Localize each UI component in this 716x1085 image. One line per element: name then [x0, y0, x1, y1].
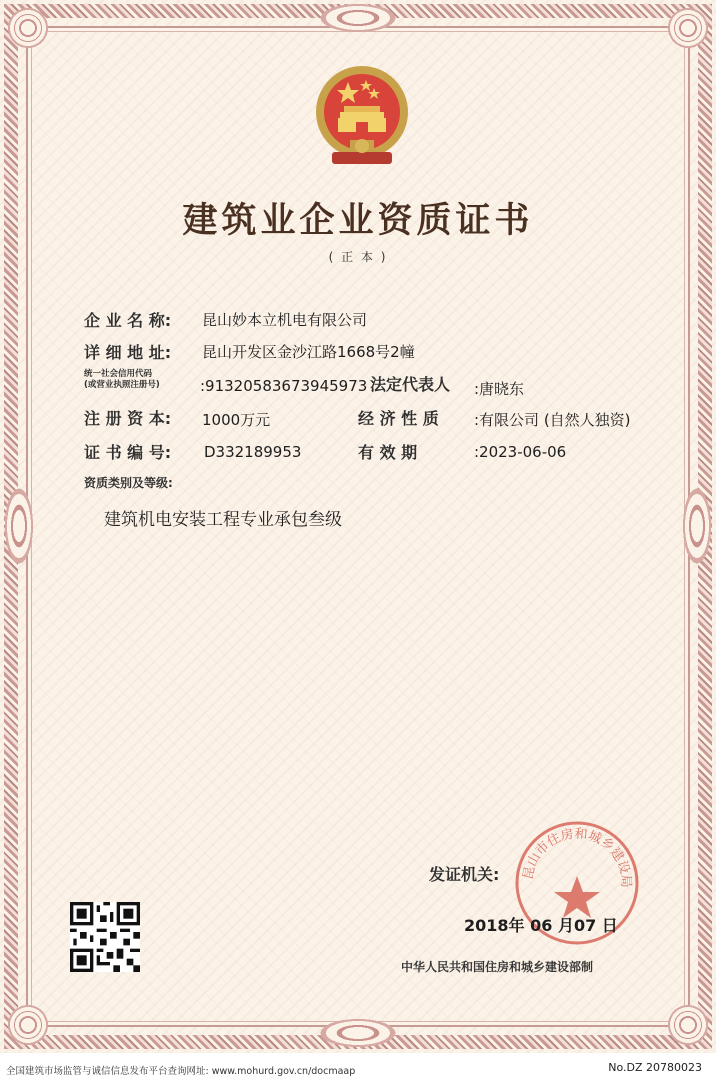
issuer-label: 发证机关:	[429, 865, 500, 884]
credit-code-value: :91320583673945973	[200, 377, 368, 395]
corner-ornament-icon	[6, 6, 50, 50]
corner-ornament-icon	[6, 1003, 50, 1047]
economic-nature-label: 经 济 性 质	[358, 409, 439, 428]
company-name-value: 昆山妙本立机电有限公司	[202, 311, 368, 329]
serial-number: No.DZ 20780023	[608, 1061, 702, 1074]
national-emblem-icon	[310, 62, 414, 170]
bottom-ornament-icon	[318, 1018, 398, 1048]
credit-code-label-line1: 统一社会信用代码	[84, 369, 153, 379]
query-url-text[interactable]: 全国建筑市场监管与诚信信息发布平台查询网址: www.mohurd.gov.cn/docmaap	[6, 1066, 356, 1077]
top-ornament-icon	[318, 3, 398, 33]
economic-nature-value: :有限公司 (自然人独资)	[474, 411, 631, 429]
qualification-value: 建筑机电安装工程专业承包叁级	[104, 510, 342, 530]
cert-number-value: D332189953	[204, 443, 302, 461]
certificate-subtitle: ( 正 本 )	[328, 250, 388, 264]
cert-number-label: 证 书 编 号:	[84, 443, 172, 462]
address-value: 昆山开发区金沙江路1668号2幢	[202, 343, 415, 361]
credit-code-label	[84, 369, 160, 391]
certificate-title: 建筑业企业资质证书	[182, 200, 534, 241]
company-name-label: 企 业 名 称:	[84, 311, 172, 330]
legal-rep-value: :唐晓东	[474, 380, 525, 398]
side-ornament-icon	[4, 486, 34, 566]
legal-rep-label: 法定代表人	[370, 375, 451, 394]
issue-date: 2018年 06 月07 日	[464, 916, 618, 935]
capital-label: 注 册 资 本:	[84, 409, 172, 428]
address-label: 详 细 地 址:	[84, 343, 172, 362]
side-ornament-icon	[682, 486, 712, 566]
qualification-label: 资质类别及等级:	[84, 476, 173, 490]
corner-ornament-icon	[666, 1003, 710, 1047]
validity-value: :2023-06-06	[474, 443, 567, 461]
footer-bar	[0, 1053, 716, 1085]
corner-ornament-icon	[666, 6, 710, 50]
seal-text: 昆山市住房和城乡建设局	[520, 826, 634, 889]
qr-code-icon[interactable]	[70, 902, 140, 972]
issuer-name: 中华人民共和国住房和城乡建设部制	[401, 960, 594, 974]
capital-value: 1000万元	[202, 411, 271, 429]
credit-code-label-line2: (或营业执照注册号)	[84, 380, 160, 390]
validity-label: 有 效 期	[358, 443, 418, 462]
